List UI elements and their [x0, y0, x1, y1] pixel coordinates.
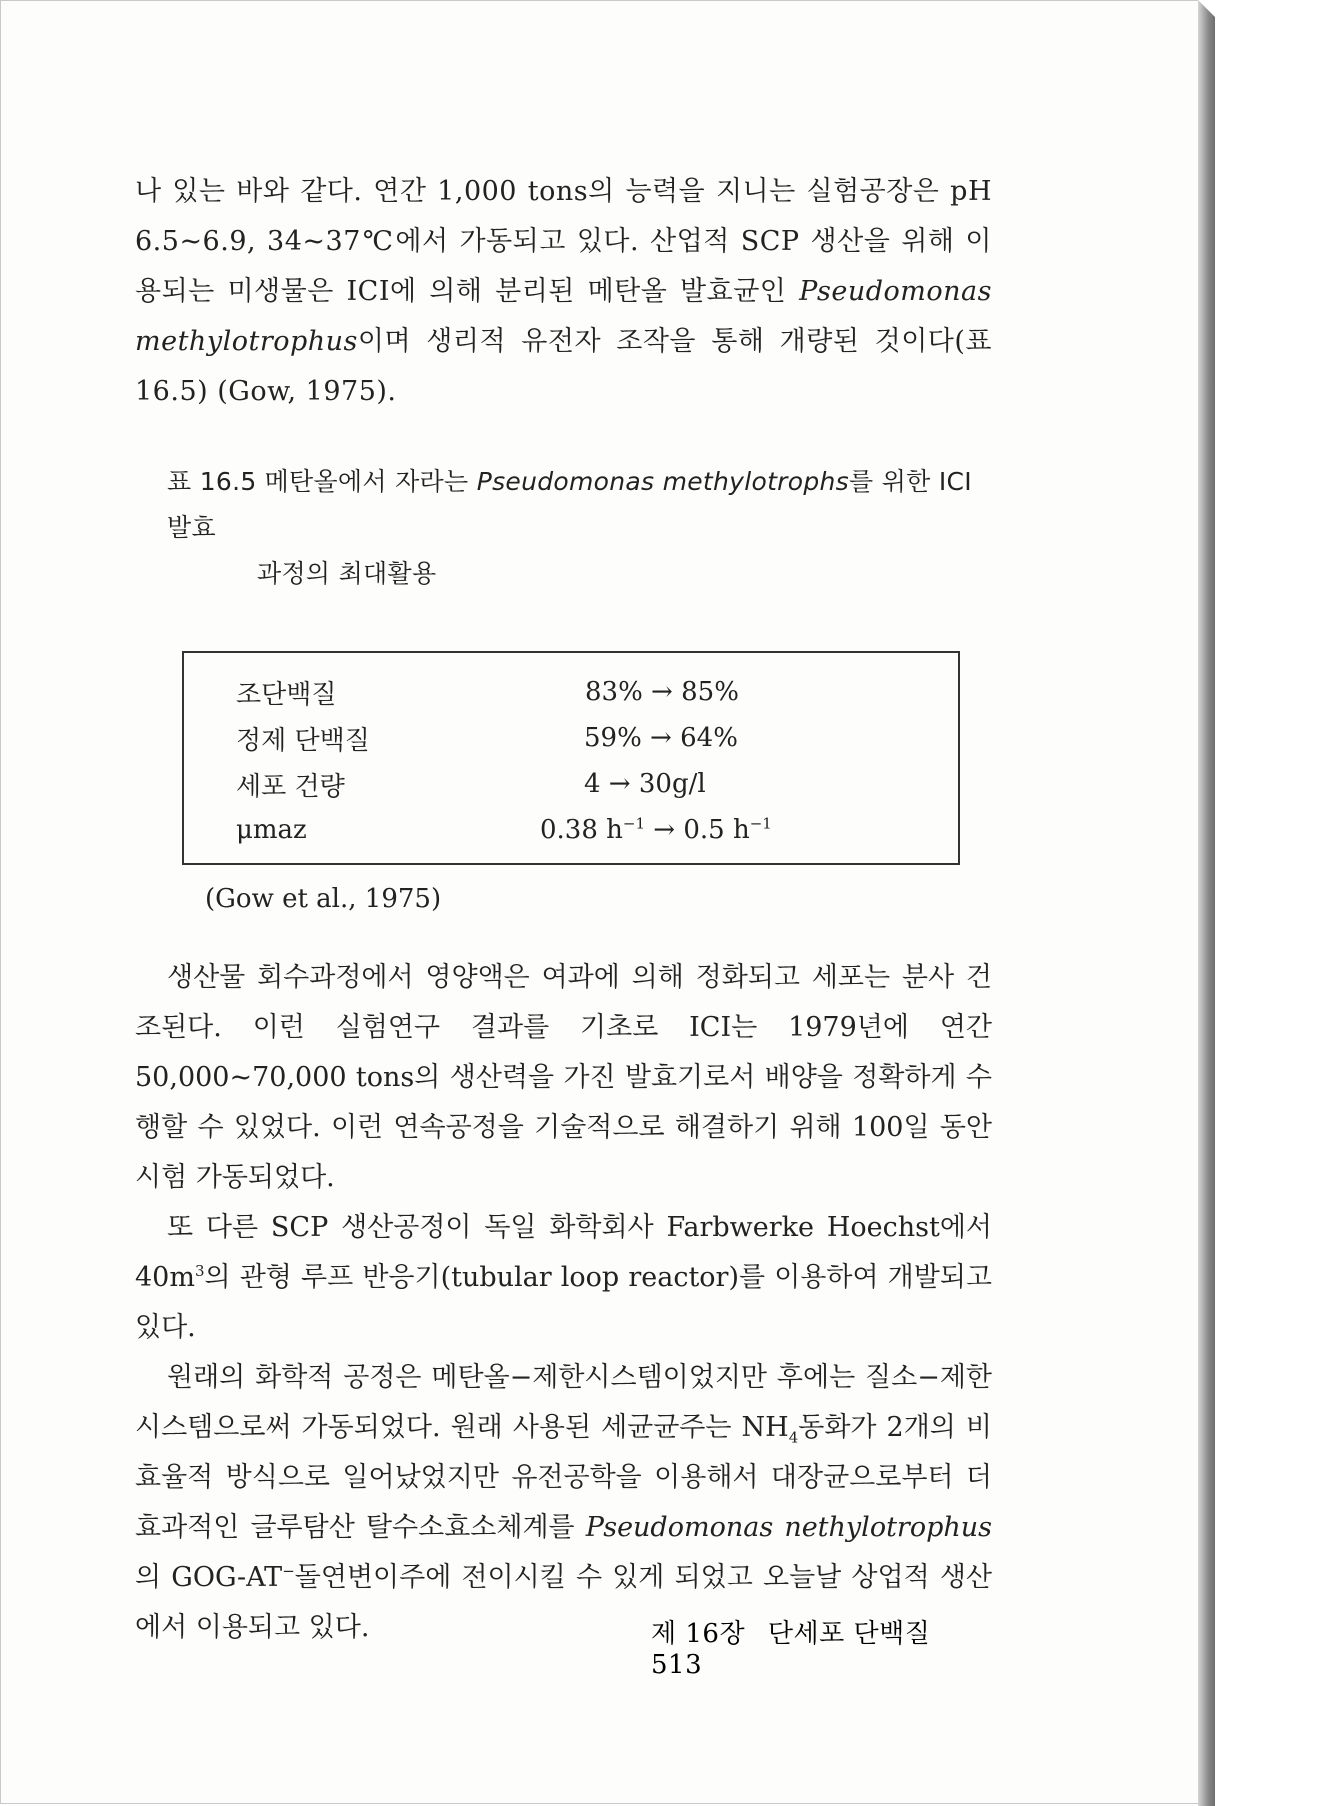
species-name-italic: Pseudomonas nethylotrophus: [585, 1512, 993, 1543]
paragraph-4-text: 원래의 화학적 공정은 메탄올−제한시스템이었지만 후에는 질소−제한 시스템으로써 가동되었다. 원래 사용된 세균균주는 NH: [135, 1362, 992, 1443]
page-corner: [1198, 0, 1215, 17]
subscript: 4: [788, 1428, 799, 1447]
table-caption: [167, 459, 992, 597]
page-edge-shadow: [1198, 0, 1215, 1806]
caption-line-2: 과정의 최대활용: [257, 559, 437, 588]
paragraph-3-text: 또 다른 SCP 생산공정이 독일 화학회사 Farbwerke Hoechst에서 40m: [135, 1212, 992, 1293]
paragraph-1: [135, 167, 992, 417]
superscript: −: [282, 1562, 295, 1580]
table-row-label: 정제 단백질: [236, 725, 370, 756]
paragraph-4-text: 의 GOG-AT: [135, 1562, 283, 1593]
data-table: [182, 651, 960, 865]
superscript: 3: [194, 1262, 205, 1280]
paragraph-3: [135, 1203, 992, 1353]
table-row-value: [584, 677, 958, 707]
table-row-label: 조단백질: [236, 679, 337, 710]
table-row: [184, 715, 958, 761]
value-text: 4 → 30g/l: [584, 769, 706, 799]
footer-chapter: 제 16장: [651, 1619, 746, 1649]
footer-chapter-title: 단세포 단백질: [767, 1619, 931, 1649]
paragraph-1-tail: 이며 생리적 유전자 조작을 통해 개량된 것이다(표 16.5) (Gow, 1975).: [135, 326, 992, 407]
caption-label: 표: [167, 467, 192, 496]
species-name-italic: Pseudomonas methylotrophus: [135, 276, 992, 357]
paragraph-3-tail: 의 관형 루프 반응기(tubular loop reactor)를 이용하여 개발되고 있다.: [135, 1262, 992, 1343]
paragraph-1-text: 나 있는 바와 같다. 연간 1,000 tons의 능력을 지니는 실험공장은 pH 6.5~6.9, 34~37℃에서 가동되고 있다. 산업적 SCP 생산을 위해 이용되는 미생물은 ICI에 의해 분리된 메탄올 발효균인: [135, 176, 992, 307]
table-row-label: 세포 건량: [236, 771, 345, 802]
table-source: (Gow et al., 1975): [205, 884, 442, 914]
page-content: [135, 167, 992, 1653]
caption-text-tail: 를 위한 ICI 발효: [167, 467, 972, 542]
table-row: [184, 807, 958, 853]
value-text: → 0.5 h: [645, 815, 750, 845]
superscript: −1: [749, 814, 772, 833]
table-row-label: μmaz: [236, 815, 307, 845]
table-row: [184, 761, 958, 807]
table-row-value: [540, 815, 958, 845]
caption-italic-species: Pseudomonas methylotrophs: [476, 467, 849, 496]
table-row-value: [584, 723, 958, 753]
table-row-value: [584, 769, 958, 799]
page-number: 513: [651, 1650, 703, 1680]
page-footer: [651, 1613, 971, 1680]
value-text: 0.38 h: [540, 815, 623, 845]
caption-text: 메탄올에서 자라는: [264, 467, 477, 496]
paragraph-4: [135, 1353, 992, 1653]
paragraph-2: 생산물 회수과정에서 영양액은 여과에 의해 정화되고 세포는 분사 건조된다. 이런 실험연구 결과를 기초로 ICI는 1979년에 연간 50,000~70,000 tons의 생산력을 가진 발효기로서 배양을 정확하게 수행할 수 있었다. 이런 연속공정을 기술적으로 해결하기 위해 100일 동안 시험 가동되었다.: [135, 962, 992, 1193]
value-text: 59% → 64%: [584, 723, 738, 753]
value-text: 83% → 85%: [585, 677, 739, 707]
table-row: [184, 669, 958, 715]
paragraph-4-tail: 돌연변이주에 전이시킬 수 있게 되었고 오늘날 상업적 생산에서 이용되고 있다.: [135, 1562, 993, 1643]
paragraph-4-text: 동화가 2개의 비효율적 방식으로 일어났었지만 유전공학을 이용해서 대장균으로부터 더 효과적인 글루탐산 탈수소효소체계를: [135, 1412, 992, 1543]
superscript: −1: [622, 814, 646, 833]
caption-number: 16.5: [199, 467, 257, 496]
